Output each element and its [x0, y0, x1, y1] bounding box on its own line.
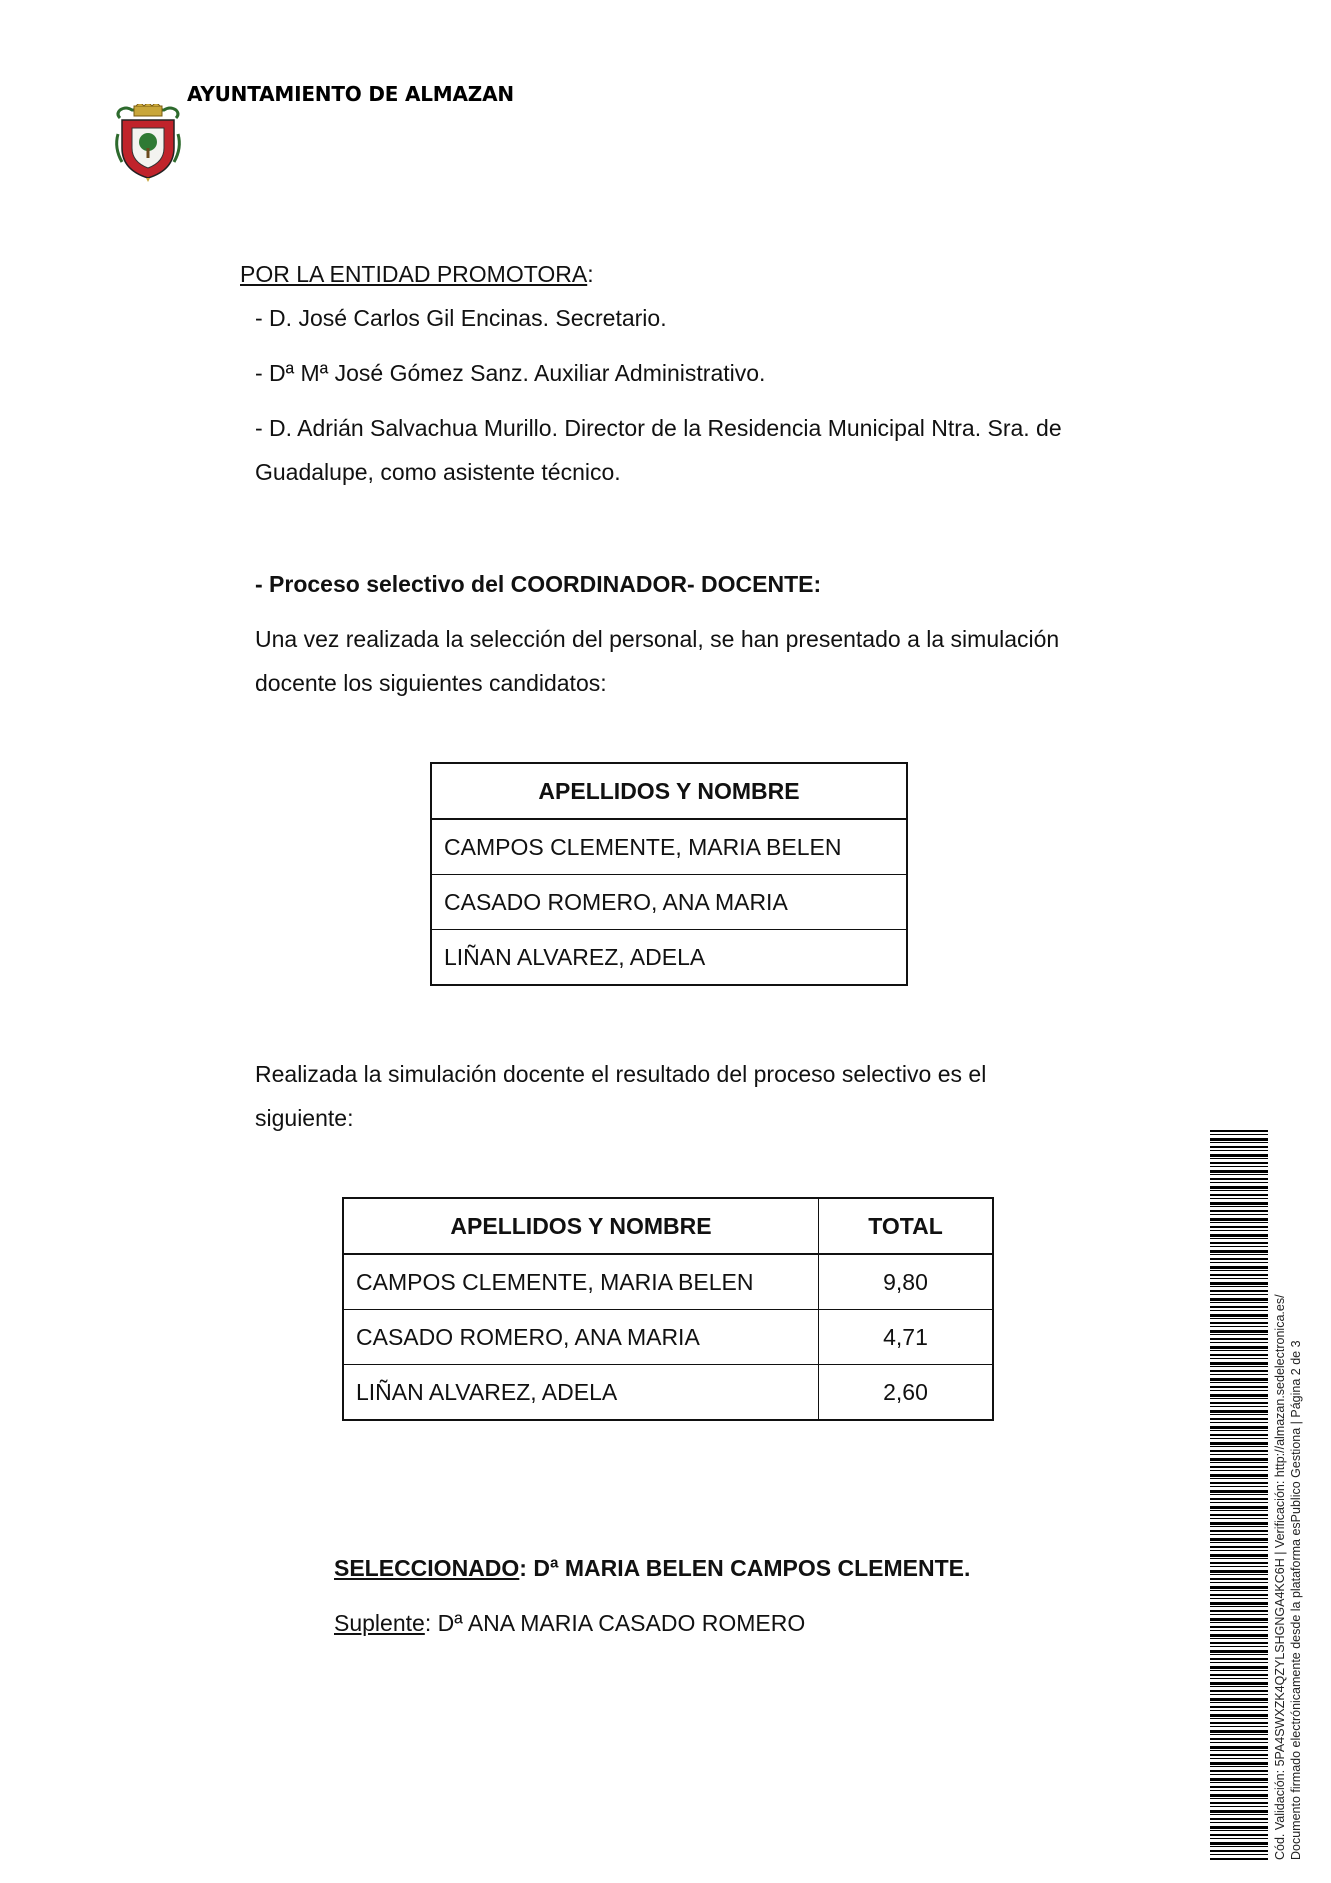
candidate-name: LIÑAN ALVAREZ, ADELA [431, 930, 907, 986]
candidate-name: CAMPOS CLEMENTE, MARIA BELEN [431, 819, 907, 875]
result-name: LIÑAN ALVAREZ, ADELA [343, 1365, 819, 1421]
promotora-heading-text: POR LA ENTIDAD PROMOTORA [240, 261, 588, 287]
validation-line: Cód. Validación: 5PA4SWXZK4QZYLSHGNGA4KC6H | Verificación: http://almazan.sedelectronica.es/ [1273, 1294, 1287, 1860]
member-line: - D. Adrián Salvachua Murillo. Director de la Residencia Municipal Ntra. Sra. de [255, 415, 1062, 441]
process-intro-line: docente los siguientes candidatos: [255, 670, 607, 696]
validation-text [1272, 1130, 1304, 1860]
table-row [431, 819, 907, 875]
barcode-icon [1210, 1130, 1268, 1860]
result-name: CASADO ROMERO, ANA MARIA [343, 1310, 819, 1365]
substitute-value: : Dª ANA MARIA CASADO ROMERO [424, 1610, 806, 1636]
promotora-heading-colon: : [587, 261, 594, 287]
member-line: - Dª Mª José Gómez Sanz. Auxiliar Administrativo. [255, 360, 766, 386]
table-row [431, 930, 907, 986]
validation-sidebar [1210, 1130, 1310, 1860]
selected-value: : Dª MARIA BELEN CAMPOS CLEMENTE. [519, 1555, 971, 1581]
result-intro-line: Realizada la simulación docente el resultado del proceso selectivo es el [255, 1061, 987, 1087]
column-header-name: APELLIDOS Y NOMBRE [431, 763, 907, 819]
table-row [343, 1365, 993, 1421]
results-table [342, 1197, 994, 1421]
promotora-heading [240, 252, 594, 296]
substitute-label: Suplente [334, 1610, 425, 1636]
result-intro-line: siguiente: [255, 1105, 354, 1131]
member-line: Guadalupe, como asistente técnico. [255, 459, 621, 485]
column-header-name: APELLIDOS Y NOMBRE [343, 1198, 819, 1254]
table-row [343, 1254, 993, 1310]
validation-line: Documento firmado electrónicamente desde la plataforma esPublico Gestiona | Página 2 de 3 [1289, 1340, 1303, 1860]
column-header-total: TOTAL [819, 1198, 994, 1254]
table-row [343, 1310, 993, 1365]
table-header-row [431, 763, 907, 819]
result-total: 2,60 [819, 1365, 994, 1421]
org-name: AYUNTAMIENTO DE ALMAZAN [187, 82, 514, 106]
result-total: 4,71 [819, 1310, 994, 1365]
municipal-crest-icon [112, 104, 184, 182]
process-intro-line: Una vez realizada la selección del personal, se han presentado a la simulación [255, 626, 1060, 652]
process-heading: - Proceso selectivo del COORDINADOR- DOCENTE: [255, 571, 822, 597]
result-total: 9,80 [819, 1254, 994, 1310]
result-name: CAMPOS CLEMENTE, MARIA BELEN [343, 1254, 819, 1310]
substitute-line [334, 1601, 805, 1645]
selected-label: SELECCIONADO [334, 1555, 520, 1581]
selected-line [334, 1546, 970, 1590]
candidate-name: CASADO ROMERO, ANA MARIA [431, 875, 907, 930]
table-row [431, 875, 907, 930]
table-header-row [343, 1198, 993, 1254]
candidates-table [430, 762, 908, 986]
member-line: - D. José Carlos Gil Encinas. Secretario. [255, 305, 667, 331]
